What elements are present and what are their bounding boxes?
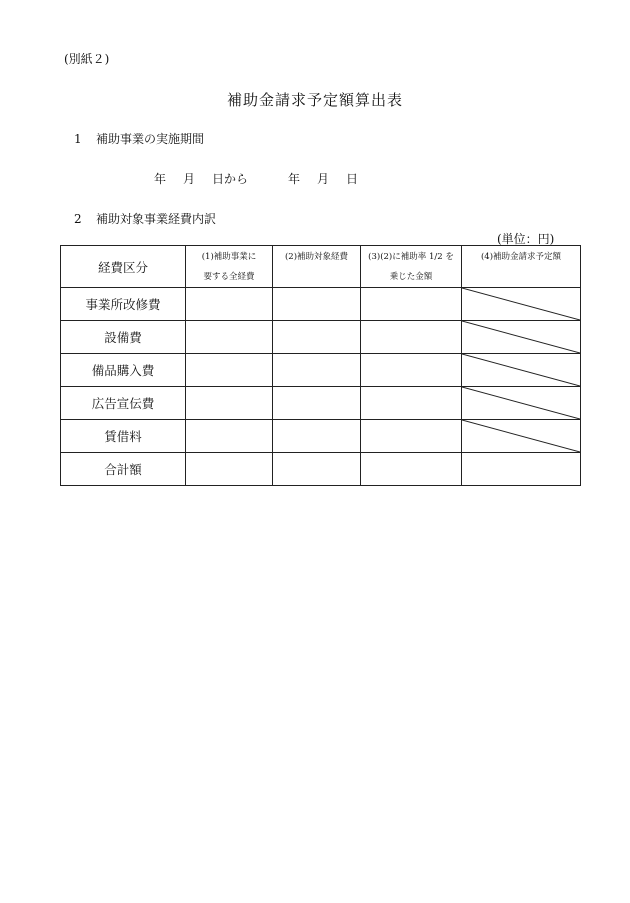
period-end-month: 月: [317, 172, 330, 186]
period-start-day: 日から: [212, 172, 249, 186]
cell-planned-claim-struck: [462, 420, 581, 453]
header-planned-claim: [462, 246, 581, 288]
cell-eligible-expenses[interactable]: [273, 321, 361, 354]
cell-planned-claim-struck: [462, 387, 581, 420]
cell-subsidy-rate-amount[interactable]: [361, 420, 462, 453]
cell-eligible-expenses[interactable]: [273, 420, 361, 453]
row-label: 備品購入費: [61, 354, 186, 387]
header-planned-claim-line1: (4)補助金請求予定額: [480, 251, 562, 262]
row-label: 広告宣伝費: [61, 387, 186, 420]
period-start-year: 年: [154, 172, 167, 186]
cell-total-expenses[interactable]: [186, 321, 273, 354]
cell-subsidy-rate-amount[interactable]: [361, 387, 462, 420]
expense-breakdown-table: [60, 245, 581, 486]
cell-planned-claim-struck: [462, 354, 581, 387]
header-category: 経費区分: [61, 246, 186, 288]
cell-total-expenses[interactable]: [186, 420, 273, 453]
header-subsidy-rate-amount-line2: 乗じた金額: [389, 271, 433, 282]
cell-planned-claim-struck: [462, 321, 581, 354]
cell-subsidy-rate-amount[interactable]: [361, 354, 462, 387]
cell-total-expenses[interactable]: [186, 453, 273, 486]
period-end-day: 日: [346, 172, 359, 186]
section-2-heading: [74, 210, 216, 227]
period-end-year: 年: [288, 172, 301, 186]
cell-subsidy-rate-amount[interactable]: [361, 288, 462, 321]
cell-total-expenses[interactable]: [186, 387, 273, 420]
table-row: [61, 387, 581, 420]
table-row: [61, 420, 581, 453]
cell-eligible-expenses[interactable]: [273, 354, 361, 387]
section-2-text: 補助対象事業経費内訳: [96, 212, 217, 226]
row-label: 事業所改修費: [61, 288, 186, 321]
header-total-expenses: [186, 246, 273, 288]
row-label: 賃借料: [61, 420, 186, 453]
cell-subsidy-rate-amount[interactable]: [361, 453, 462, 486]
section-1-number: 1: [74, 132, 82, 146]
document-title: 補助金請求予定額算出表: [226, 91, 403, 109]
header-eligible-expenses-line1: (2)補助対象経費: [284, 251, 349, 262]
cell-subsidy-rate-amount[interactable]: [361, 321, 462, 354]
row-label: 合計額: [61, 453, 186, 486]
header-total-expenses-line1: (1)補助事業に: [201, 251, 257, 262]
table-row: [61, 354, 581, 387]
period-start-month: 月: [183, 172, 196, 186]
cell-eligible-expenses[interactable]: [273, 387, 361, 420]
cell-eligible-expenses[interactable]: [273, 288, 361, 321]
diagonal-strike: [462, 288, 580, 320]
annex-label: (別紙２): [64, 52, 110, 66]
table-row: [61, 321, 581, 354]
section-2-number: 2: [74, 212, 82, 226]
cell-eligible-expenses[interactable]: [273, 453, 361, 486]
row-label: 設備費: [61, 321, 186, 354]
cell-planned-claim[interactable]: [462, 453, 581, 486]
table-row: [61, 288, 581, 321]
cell-total-expenses[interactable]: [186, 354, 273, 387]
table-total-row: [61, 453, 581, 486]
unit-note: (単位：円): [497, 232, 555, 246]
cell-planned-claim-struck: [462, 288, 581, 321]
diagonal-strike: [462, 354, 580, 386]
section-1-text: 補助事業の実施期間: [96, 132, 205, 146]
diagonal-strike: [462, 420, 580, 452]
diagonal-strike: [462, 387, 580, 419]
header-total-expenses-line2: 要する全経費: [203, 271, 255, 282]
header-subsidy-rate-amount: [361, 246, 462, 288]
diagonal-strike: [462, 321, 580, 353]
header-subsidy-rate-amount-line1: (3)(2)に補助率 1/2 を: [368, 251, 454, 262]
header-eligible-expenses: [273, 246, 361, 288]
section-1-heading: [74, 130, 204, 147]
cell-total-expenses[interactable]: [186, 288, 273, 321]
table-header-row: [61, 246, 581, 288]
